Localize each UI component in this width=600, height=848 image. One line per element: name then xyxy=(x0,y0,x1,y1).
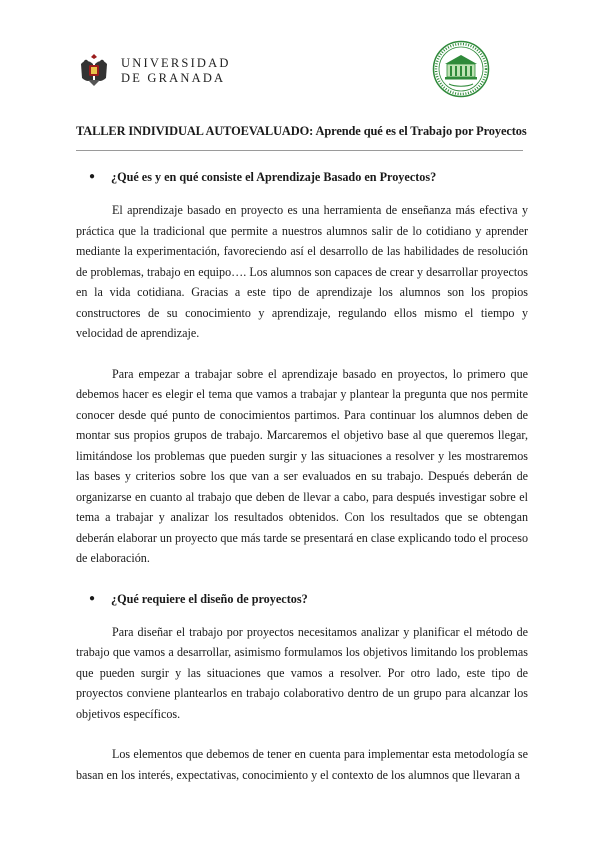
spacer xyxy=(76,344,528,364)
university-name-line2: DE GRANADA xyxy=(121,71,226,85)
section-heading-1-text: ¿Qué es y en qué consiste el Aprendizaje Basado en Proyectos? xyxy=(111,170,437,184)
faculty-seal-icon xyxy=(432,40,490,98)
document-title: TALLER INDIVIDUAL AUTOEVALUADO: Aprende qué es el Trabajo por Proyectos xyxy=(76,124,527,138)
section-heading-1 xyxy=(76,167,528,187)
spacer xyxy=(76,187,528,200)
university-name-line1: UNIVERSIDAD xyxy=(121,56,231,70)
section-heading-2-text: ¿Qué requiere el diseño de proyectos? xyxy=(111,591,308,606)
document-header xyxy=(0,0,600,110)
bullet-icon: ● xyxy=(89,592,96,604)
document-body xyxy=(76,167,528,785)
title-divider xyxy=(76,150,523,151)
spacer xyxy=(76,609,528,622)
paragraph-2-2: Los elementos que debemos de tener en cuenta para implementar esta metodología se basan en los interés, expectativas, conocimiento y el contexto de los alumnos que llevaran a xyxy=(76,747,528,782)
spacer xyxy=(76,569,528,589)
university-name xyxy=(121,56,231,86)
spacer xyxy=(76,724,528,744)
paragraph-1-1: El aprendizaje basado en proyecto es una herramienta de enseñanza más efectiva y práctica que la tradicional que permite a nuestros alumnos salir de lo cotidiano y aprender mediante la experimentación, favoreciendo así el desarrollo de las habilidades de resolución de problemas, trabajo en equipo…. Los alumnos son capaces de crear y desarrollar proyectos en la vida cotidiana. Gracias a este tipo de aprendizaje los alumnos son los propios constructores de su conocimiento y aprendizaje, regulando ellos mismo el tiempo y velocidad de aprendizaje. xyxy=(76,203,528,340)
bullet-icon: ● xyxy=(89,171,96,182)
paragraph-1-2: Para empezar a trabajar sobre el aprendizaje basado en proyectos, lo primero que debemos hacer es elegir el tema que vamos a trabajar y plantear la pregunta que nos permite conocer desde qué punto de conocimientos partimos. Para continuar los alumnos deben de montar sus propios grupos de trabajo. Marcaremos el objetivo base al que queremos llegar, limitándose los problemas que pueden surgir y las situaciones a resolver y les mostraremos las bases y criterios sobre los que van a ser evaluados en su trabajo. Después deberán de organizarse en cuanto al trabajo que deben de llevar a cabo, para después investigar sobre el tema a trabajar y analizar los resultados obtenidos. Con los resultados que se obtengan deberán elaborar un proyecto que más tarde se presentará en clase explicando todo el proceso de elaboración. xyxy=(76,366,528,565)
paragraph-2-1: Para diseñar el trabajo por proyectos necesitamos analizar y planificar el método de trabajo que vamos a desarrollar, asimismo formulamos los objetivos limitando los problemas que pueden surgir y las situaciones que vamos a resolver. Por otro lado, este tipo de proyectos conviene plantearlos en trabajo colaborativo dentro de un grupo para alcanzar los objetivos específicos. xyxy=(76,624,528,721)
university-crest-icon xyxy=(76,52,112,88)
section-heading-2 xyxy=(76,589,528,609)
